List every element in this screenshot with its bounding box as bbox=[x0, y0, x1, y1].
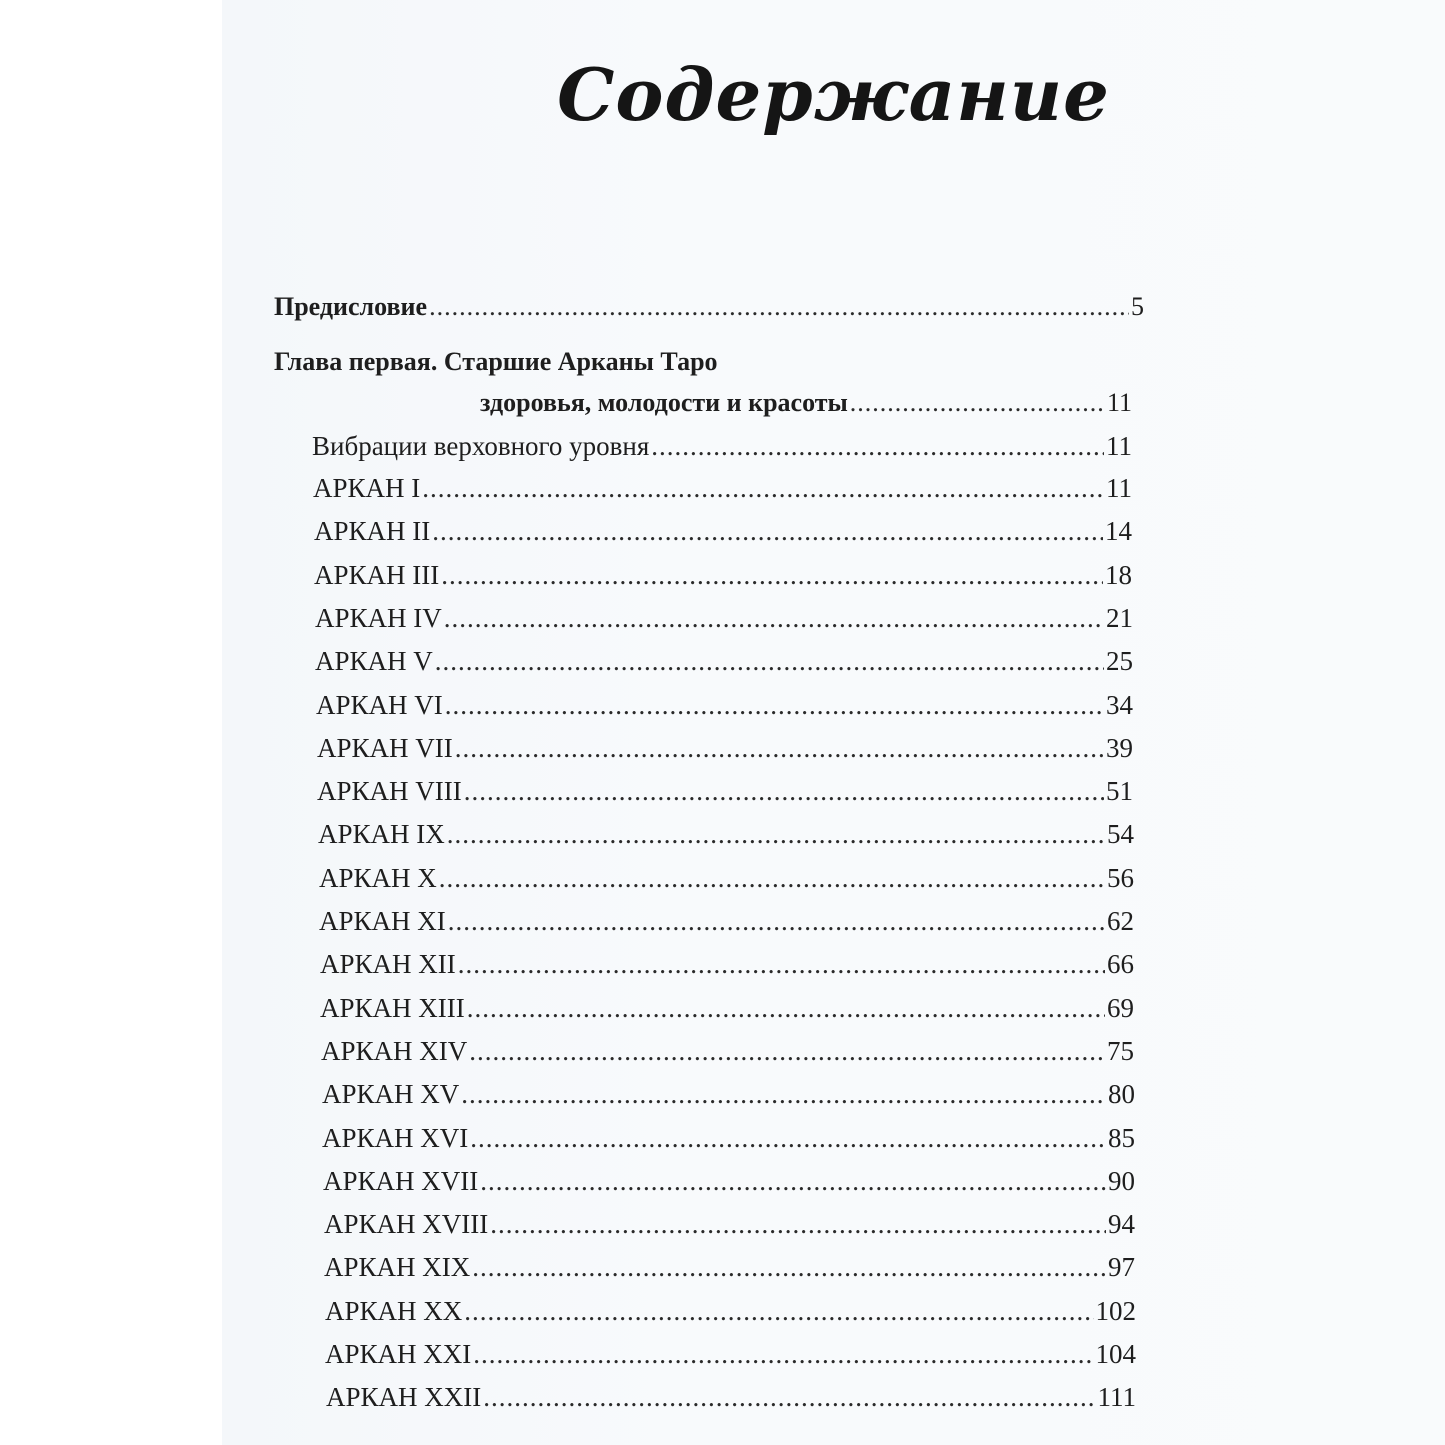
toc-entry-arcana bbox=[323, 1164, 1135, 1198]
toc-entry-label: Вибрации верховного уровня bbox=[312, 431, 650, 461]
toc-entry-preface bbox=[274, 290, 1144, 324]
toc-entry-label: АРКАН XIII bbox=[320, 993, 465, 1023]
toc-entry-page: 18 bbox=[1105, 560, 1132, 590]
toc-entry-page: 111 bbox=[1097, 1382, 1136, 1412]
toc-entry-page: 75 bbox=[1107, 1036, 1134, 1066]
toc-entry-page: 14 bbox=[1105, 516, 1132, 546]
toc-leader-dots bbox=[429, 290, 1129, 324]
toc-entry-label: АРКАН XI bbox=[319, 906, 446, 936]
page-title: Содержание bbox=[557, 52, 1110, 137]
toc-entry-arcana bbox=[324, 1207, 1135, 1241]
toc-entry-arcana bbox=[324, 1250, 1135, 1284]
toc-entry-arcana bbox=[319, 904, 1134, 938]
toc-leader-dots bbox=[850, 386, 1105, 420]
toc-entry-label: АРКАН I bbox=[313, 473, 421, 503]
toc-entry-label: АРКАН IX bbox=[318, 819, 445, 849]
toc-entry-page: 85 bbox=[1108, 1123, 1135, 1153]
toc-entry-page: 104 bbox=[1095, 1339, 1136, 1369]
toc-entry-label: АРКАН X bbox=[319, 863, 437, 893]
toc-entry-arcana bbox=[316, 688, 1133, 722]
toc-leader-dots bbox=[472, 1250, 1106, 1284]
toc-leader-dots bbox=[469, 1034, 1105, 1068]
toc-leader-dots bbox=[464, 774, 1104, 808]
toc-entry-label: АРКАН II bbox=[314, 516, 431, 546]
toc-entry-arcana bbox=[320, 991, 1134, 1025]
toc-entry-page: 51 bbox=[1106, 776, 1133, 806]
toc-entry-arcana bbox=[314, 558, 1132, 592]
toc-leader-dots bbox=[435, 644, 1104, 678]
toc-entry-page: 56 bbox=[1107, 863, 1134, 893]
toc-entry-arcana bbox=[314, 514, 1132, 548]
toc-entry-page: 94 bbox=[1108, 1209, 1135, 1239]
toc-entry-page: 11 bbox=[1106, 431, 1132, 461]
toc-entry-arcana bbox=[322, 1121, 1135, 1155]
toc-leader-dots bbox=[447, 817, 1105, 851]
book-page bbox=[222, 0, 1445, 1445]
toc-entry-arcana bbox=[315, 601, 1133, 635]
toc-entry-label: АРКАН XIX bbox=[324, 1252, 471, 1282]
toc-entry-page: 54 bbox=[1107, 819, 1134, 849]
toc-entry-page: 34 bbox=[1106, 690, 1133, 720]
toc-leader-dots bbox=[439, 861, 1105, 895]
toc-entry-page: 11 bbox=[1106, 473, 1132, 503]
toc-chapter-title-line1: Глава первая. Старшие Арканы Таро bbox=[274, 347, 718, 376]
toc-entry-label: АРКАН IV bbox=[315, 603, 442, 633]
toc-entry-label: АРКАН XXI bbox=[325, 1339, 472, 1369]
toc-entry-label: АРКАН XX bbox=[325, 1296, 463, 1326]
toc-leader-dots bbox=[480, 1164, 1106, 1198]
toc-entry-page: 25 bbox=[1106, 646, 1133, 676]
toc-entry-page: 62 bbox=[1107, 906, 1134, 936]
toc-leader-dots bbox=[490, 1207, 1106, 1241]
toc-entry-label: АРКАН XVII bbox=[323, 1166, 479, 1196]
table-of-contents bbox=[222, 0, 1445, 1445]
toc-leader-dots bbox=[473, 1337, 1093, 1371]
toc-chapter-title-line2: здоровья, молодости и красоты bbox=[480, 388, 848, 417]
toc-chapter-heading bbox=[274, 345, 718, 379]
toc-entry-arcana bbox=[326, 1380, 1136, 1414]
toc-leader-dots bbox=[483, 1380, 1095, 1414]
toc-entry-arcana bbox=[322, 1077, 1135, 1111]
toc-leader-dots bbox=[461, 1077, 1106, 1111]
toc-leader-dots bbox=[464, 1294, 1093, 1328]
toc-leader-dots bbox=[458, 947, 1105, 981]
toc-leader-dots bbox=[432, 514, 1103, 548]
toc-entry-page: 5 bbox=[1131, 292, 1144, 321]
toc-entry-label: АРКАН XII bbox=[320, 949, 456, 979]
toc-entry-arcana bbox=[317, 731, 1133, 765]
toc-leader-dots bbox=[444, 601, 1104, 635]
toc-entry-label: АРКАН XVIII bbox=[324, 1209, 489, 1239]
toc-entry-arcana bbox=[317, 774, 1133, 808]
toc-entry-label: Предисловие bbox=[274, 292, 428, 321]
toc-entry-arcana bbox=[320, 947, 1134, 981]
toc-entry-arcana bbox=[325, 1294, 1136, 1328]
toc-entry-page: 102 bbox=[1095, 1296, 1136, 1326]
toc-entry-arcana bbox=[313, 471, 1132, 505]
toc-leader-dots bbox=[422, 471, 1104, 505]
toc-entry-label: АРКАН XV bbox=[322, 1079, 460, 1109]
toc-leader-dots bbox=[651, 429, 1104, 463]
toc-entry-arcana bbox=[318, 817, 1134, 851]
toc-leader-dots bbox=[441, 558, 1103, 592]
toc-leader-dots bbox=[470, 1121, 1106, 1155]
toc-entry-label: АРКАН XXII bbox=[326, 1382, 482, 1412]
toc-entry-arcana bbox=[319, 861, 1134, 895]
toc-entry-label: АРКАН V bbox=[315, 646, 433, 676]
toc-entry-label: АРКАН XVI bbox=[322, 1123, 469, 1153]
toc-entry-label: АРКАН XIV bbox=[321, 1036, 468, 1066]
toc-entry-label: АРКАН VII bbox=[317, 733, 453, 763]
toc-leader-dots bbox=[455, 731, 1104, 765]
toc-leader-dots bbox=[467, 991, 1105, 1025]
toc-entry-page: 39 bbox=[1106, 733, 1133, 763]
toc-entry-label: АРКАН VIII bbox=[317, 776, 462, 806]
toc-entry-label: АРКАН III bbox=[314, 560, 440, 590]
toc-entry-page: 11 bbox=[1106, 388, 1132, 417]
toc-leader-dots bbox=[448, 904, 1105, 938]
toc-entry-chapter1 bbox=[480, 386, 1132, 420]
toc-entry-page: 21 bbox=[1106, 603, 1133, 633]
toc-entry-arcana bbox=[315, 644, 1133, 678]
toc-entry-label: АРКАН VI bbox=[316, 690, 443, 720]
toc-entry-arcana bbox=[321, 1034, 1134, 1068]
toc-entry-page: 66 bbox=[1107, 949, 1134, 979]
toc-entry-arcana bbox=[325, 1337, 1136, 1371]
toc-entry-page: 80 bbox=[1108, 1079, 1135, 1109]
toc-entry-page: 69 bbox=[1107, 993, 1134, 1023]
toc-entry-page: 90 bbox=[1108, 1166, 1135, 1196]
toc-entry-page: 97 bbox=[1108, 1252, 1135, 1282]
toc-entry-section bbox=[312, 429, 1132, 463]
toc-leader-dots bbox=[445, 688, 1104, 722]
